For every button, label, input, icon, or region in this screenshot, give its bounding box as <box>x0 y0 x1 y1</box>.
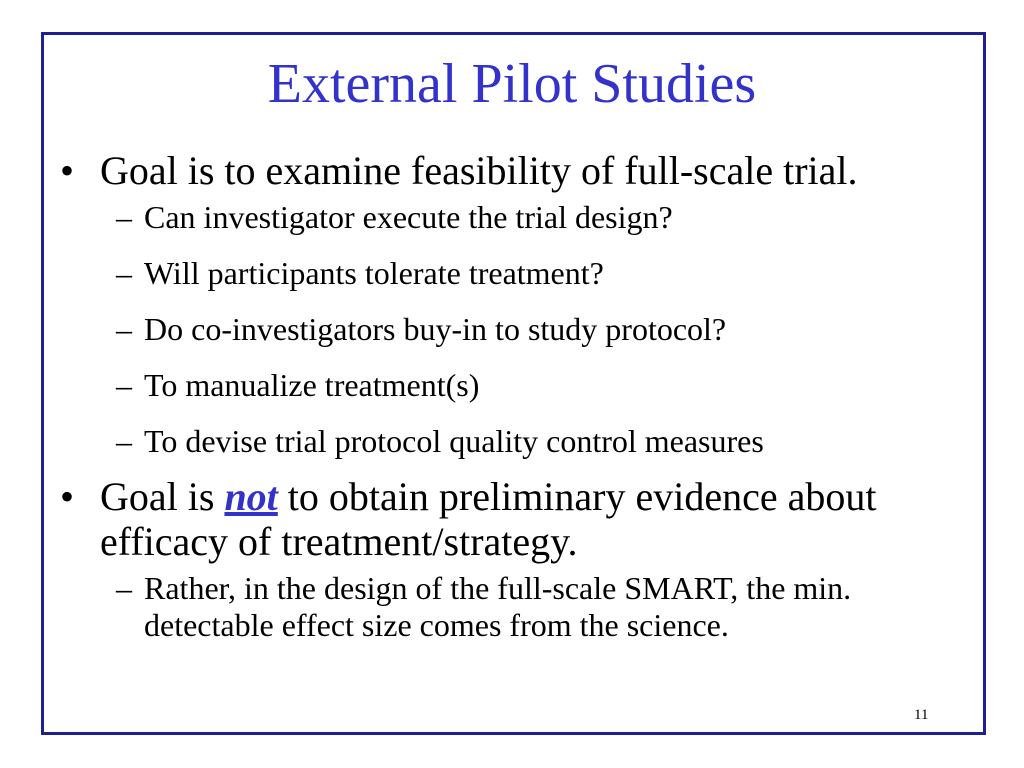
sub-bullet-1-3-marker: – <box>116 311 132 347</box>
bullet-2 <box>60 474 975 564</box>
bullet-1-marker: • <box>60 148 75 193</box>
sub-bullet-1-4-text: To manualize treatment(s) <box>144 367 480 403</box>
sub-bullet-1-1 <box>60 199 975 236</box>
slide-content <box>60 148 975 644</box>
bullet-1-text: Goal is to examine feasibility of full-scale trial. <box>100 148 858 193</box>
sub-bullet-2-1-marker: – <box>116 570 132 606</box>
sub-bullet-1-1-text: Can investigator execute the trial design? <box>144 199 673 235</box>
sub-bullet-1-2-marker: – <box>116 255 132 291</box>
sub-bullet-1-4 <box>60 367 975 404</box>
sub-bullet-1-4-marker: – <box>116 367 132 403</box>
sub-bullet-1-5 <box>60 423 975 460</box>
bullet-2-emphasis: not <box>224 474 278 519</box>
sub-bullet-1-2 <box>60 255 975 292</box>
sub-bullet-2-1 <box>60 570 975 644</box>
bullet-2-text-after: to obtain preliminary evidence about efficacy of treatment/strategy. <box>100 474 877 564</box>
sub-bullet-1-5-text: To devise trial protocol quality control measures <box>144 423 764 459</box>
bullet-2-text-before: Goal is <box>100 474 225 519</box>
bullet-1 <box>60 148 975 193</box>
slide-title: External Pilot Studies <box>267 53 757 115</box>
sub-bullet-1-3 <box>60 311 975 348</box>
sub-bullet-1-3-text: Do co-investigators buy-in to study protocol? <box>144 311 727 347</box>
bullet-2-marker: • <box>60 474 75 519</box>
sub-bullet-2-1-text: Rather, in the design of the full-scale SMART, the min. detectable effect size comes from the science. <box>144 570 852 643</box>
sub-bullet-1-5-marker: – <box>116 423 132 459</box>
sub-bullet-1-2-text: Will participants tolerate treatment? <box>144 255 604 291</box>
sub-bullet-1-1-marker: – <box>116 199 132 235</box>
page-number: 11 <box>914 707 929 723</box>
